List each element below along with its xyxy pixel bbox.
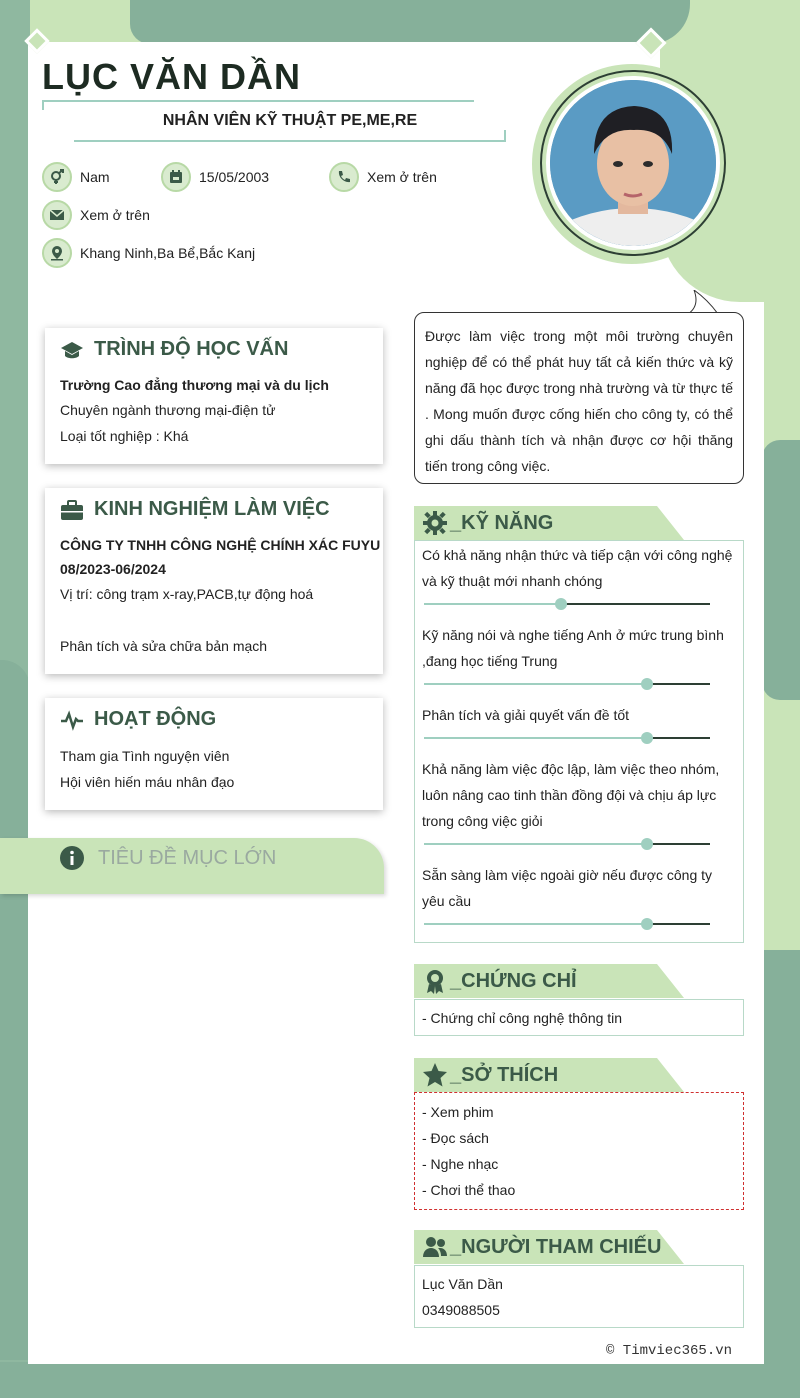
info-birthday (161, 162, 269, 192)
experience-task: Phân tích và sửa chữa bản mạch (60, 638, 268, 654)
job-underline (74, 140, 506, 142)
gear-icon (422, 510, 448, 536)
copyright: © Timviec365.vn (606, 1343, 733, 1359)
name-underline (42, 100, 474, 102)
education-heading (60, 338, 288, 361)
skill-level-fill (424, 843, 647, 845)
skill-level-bar (424, 923, 710, 925)
skill-level-fill (424, 737, 647, 739)
hobby-item: - Xem phim (422, 1104, 494, 1120)
references-box (414, 1265, 744, 1328)
skills-header (414, 506, 684, 540)
skill-level-dot (641, 678, 653, 690)
skills-title: _KỸ NĂNG (450, 511, 554, 534)
experience-heading (60, 498, 330, 521)
location-icon (42, 238, 72, 268)
email-icon (42, 200, 72, 230)
info-icon (60, 846, 84, 870)
education-grade: Loại tốt nghiệp : Khá (60, 428, 189, 444)
address-text: Khang Ninh,Ba Bể,Bắc Kanj (80, 245, 256, 261)
skill-level-bar (424, 683, 710, 685)
skill-text: Sẵn sàng làm việc ngoài giờ nếu được công ty yêu cầu (422, 867, 713, 909)
hobby-item: - Chơi thể thao (422, 1182, 516, 1198)
background-bottom-band (0, 1362, 800, 1398)
candidate-name: LỤC VĂN DẦN (42, 56, 301, 97)
email-text: Xem ở trên (80, 207, 150, 223)
phone-text: Xem ở trên (367, 169, 437, 185)
speech-bubble-tail (688, 290, 718, 314)
gender-text: Nam (80, 169, 110, 185)
skill-level-fill (424, 923, 647, 925)
avatar-photo (546, 76, 720, 250)
hobbies-title: _SỞ THÍCH (450, 1063, 559, 1086)
reference-name: Lục Văn Dần (422, 1276, 503, 1292)
activity-item: Tham gia Tình nguyện viên (60, 748, 230, 764)
info-gender (42, 162, 110, 192)
experience-company: CÔNG TY TNHH CÔNG NGHỆ CHÍNH XÁC FUYU (60, 537, 381, 553)
hobby-item: - Đọc sách (422, 1130, 489, 1146)
skill-level-bar (424, 737, 710, 739)
background-top-band (130, 0, 690, 44)
skill-level-fill (424, 603, 561, 605)
references-header (414, 1230, 684, 1264)
career-objective: Được làm việc trong một môi trường chuyên nghiệp để có thể phát huy tất cả kiến thức và kỹ năng đã học được trong nhà trường và từ thực tế . Mong muốn được cống hiến cho công ty, có thể ghi dấu thành tích và nhận được cơ hội thăng tiến trong công việc. (414, 312, 744, 484)
phone-icon (329, 162, 359, 192)
hobby-item: - Nghe nhạc (422, 1156, 499, 1172)
big-section-heading (60, 846, 276, 870)
experience-title: KINH NGHIỆM LÀM VIỆC (94, 498, 330, 520)
skill-level-dot (641, 918, 653, 930)
award-icon (422, 968, 448, 994)
experience-period: 08/2023-06/2024 (60, 561, 166, 577)
references-title: _NGƯỜI THAM CHIẾU (450, 1235, 662, 1258)
skill-level-dot (641, 838, 653, 850)
activities-title: HOẠT ĐỘNG (94, 708, 217, 730)
certificates-title: _CHỨNG CHỈ (450, 969, 577, 992)
activity-item: Hội viên hiến máu nhân đạo (60, 774, 235, 790)
education-major: Chuyên ngành thương mại-điện tử (60, 402, 276, 418)
calendar-icon (161, 162, 191, 192)
info-email (42, 200, 150, 230)
skill-level-fill (424, 683, 647, 685)
skill-text: Có khả năng nhận thức và tiếp cận với công nghệ và kỹ thuật mới nhanh chóng (422, 547, 733, 589)
experience-position: Vị trí: công trạm x-ray,PACB,tự động hoá (60, 586, 314, 602)
big-section-title: TIÊU ĐỀ MỤC LỚN (98, 846, 277, 869)
background-right-band (760, 950, 800, 1398)
certificates-header (414, 964, 684, 998)
skill-text: Khả năng làm việc độc lập, làm việc theo nhóm, luôn nâng cao tinh thần đồng đội và chịu áp lực trong công việc giỏi (422, 761, 720, 829)
users-icon (422, 1234, 448, 1260)
background-right-mid-shape (762, 440, 800, 700)
job-title: NHÂN VIÊN KỸ THUẬT PE,ME,RE (162, 112, 418, 129)
certificate-item: - Chứng chỉ công nghệ thông tin (422, 1010, 623, 1026)
hobbies-header (414, 1058, 684, 1092)
skill-level-dot (641, 732, 653, 744)
education-title: TRÌNH ĐỘ HỌC VẤN (94, 338, 289, 360)
briefcase-icon (60, 499, 84, 521)
background-left-lower-band (0, 660, 30, 1360)
heartbeat-icon (60, 709, 84, 731)
education-school: Trường Cao đẳng thương mại và du lịch (60, 377, 329, 393)
info-phone (329, 162, 437, 192)
info-address (42, 238, 255, 268)
birthday-text: 15/05/2003 (199, 169, 270, 185)
skill-text: Phân tích và giải quyết vấn đề tốt (422, 707, 630, 723)
reference-phone: 0349088505 (422, 1302, 500, 1318)
gender-icon (42, 162, 72, 192)
star-icon (422, 1062, 448, 1088)
skill-text: Kỹ năng nói và nghe tiếng Anh ở mức trung bình ,đang học tiếng Trung (422, 627, 724, 669)
skill-level-bar (424, 603, 710, 605)
skill-level-bar (424, 843, 710, 845)
graduation-cap-icon (60, 339, 84, 361)
activities-heading (60, 708, 216, 731)
